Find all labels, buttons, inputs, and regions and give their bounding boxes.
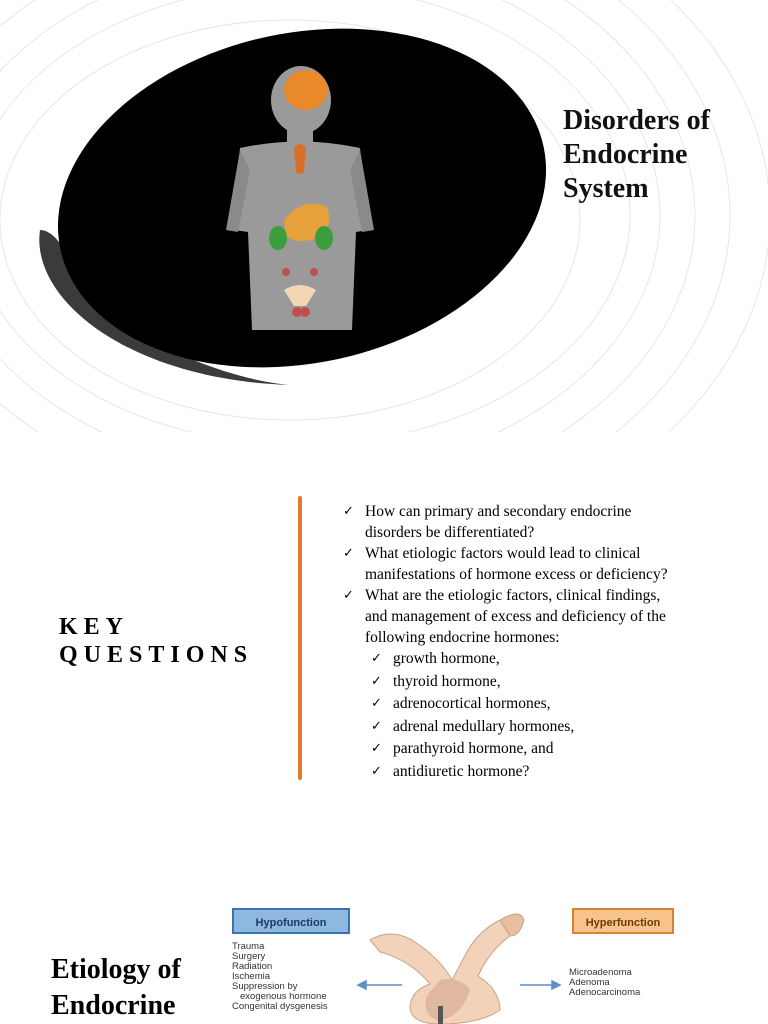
title-line: Endocrine xyxy=(51,990,176,1021)
cause-item: Adenocarcinoma xyxy=(569,987,641,998)
sub-item-label: growth hormone, xyxy=(393,650,500,667)
hypofunction-causes xyxy=(232,942,328,1012)
cause-item: Ischemia xyxy=(232,971,271,982)
check-icon: ✓ xyxy=(371,673,382,689)
title-line: Endocrine xyxy=(563,139,688,170)
cause-item: Radiation xyxy=(232,961,273,972)
check-icon: ✓ xyxy=(371,718,382,734)
sub-item xyxy=(371,716,763,739)
questions-list xyxy=(343,501,763,783)
check-icon: ✓ xyxy=(371,696,382,711)
check-icon: ✓ xyxy=(371,763,382,779)
check-icon: ✓ xyxy=(371,741,382,756)
key-questions-heading xyxy=(59,613,253,669)
sub-item-label: parathyroid hormone, and xyxy=(393,740,554,757)
check-icon: ✓ xyxy=(371,651,382,666)
question-line: What etiologic factors would lead to clinical xyxy=(365,545,641,562)
sub-item xyxy=(371,693,763,716)
cause-item: Congenital dysgenesis xyxy=(232,1001,328,1012)
check-icon: ✓ xyxy=(343,546,354,561)
sub-item-label: adrenocortical hormones, xyxy=(393,695,551,712)
hyperfunction-causes xyxy=(569,968,640,998)
question-item xyxy=(343,501,763,543)
cause-item: Microadenoma xyxy=(569,967,632,978)
sub-item xyxy=(371,648,763,671)
slide-key-questions xyxy=(0,476,768,806)
cause-item: Adenoma xyxy=(569,977,610,988)
cause-item: Surgery xyxy=(232,951,266,962)
decorative-background xyxy=(0,0,768,432)
check-icon: ✓ xyxy=(343,504,354,519)
question-item xyxy=(343,585,763,648)
check-icon: ✓ xyxy=(343,588,354,603)
sub-item xyxy=(371,671,763,694)
sub-item-label: adrenal medullary hormones, xyxy=(393,717,575,735)
question-line: How can primary and secondary endocrine xyxy=(365,503,632,520)
title-line: Disorders of xyxy=(563,105,710,136)
title-line: System xyxy=(563,173,649,204)
cause-item: exogenous hormone xyxy=(240,991,327,1002)
sub-item xyxy=(371,761,763,784)
orange-divider xyxy=(298,496,302,780)
sub-item-label: antidiuretic hormone? xyxy=(393,762,530,780)
question-item xyxy=(343,543,763,585)
hypofunction-box: Hypofunction xyxy=(232,908,350,934)
question-line: and management of excess and deficiency of the xyxy=(365,608,666,625)
slide-title xyxy=(0,0,768,432)
slide-etiology xyxy=(0,880,768,1024)
slide-title-text xyxy=(563,104,763,206)
question-line: What are the etiologic factors, clinical findings, xyxy=(365,587,661,604)
cause-item: Suppression by xyxy=(232,981,298,992)
question-line: disorders be differentiated? xyxy=(365,524,535,541)
sub-item xyxy=(371,738,763,761)
title-line: Etiology of xyxy=(51,954,181,985)
heading-line: KEY xyxy=(59,614,130,640)
hyperfunction-box: Hyperfunction xyxy=(572,908,674,934)
sub-item-label: thyroid hormone, xyxy=(393,672,501,690)
heading-line: QUESTIONS xyxy=(59,642,254,668)
cause-item: Trauma xyxy=(232,941,265,952)
etiology-title xyxy=(51,952,251,1024)
question-line: manifestations of hormone excess or deficiency? xyxy=(365,566,668,583)
question-line: following endocrine hormones: xyxy=(365,629,560,646)
